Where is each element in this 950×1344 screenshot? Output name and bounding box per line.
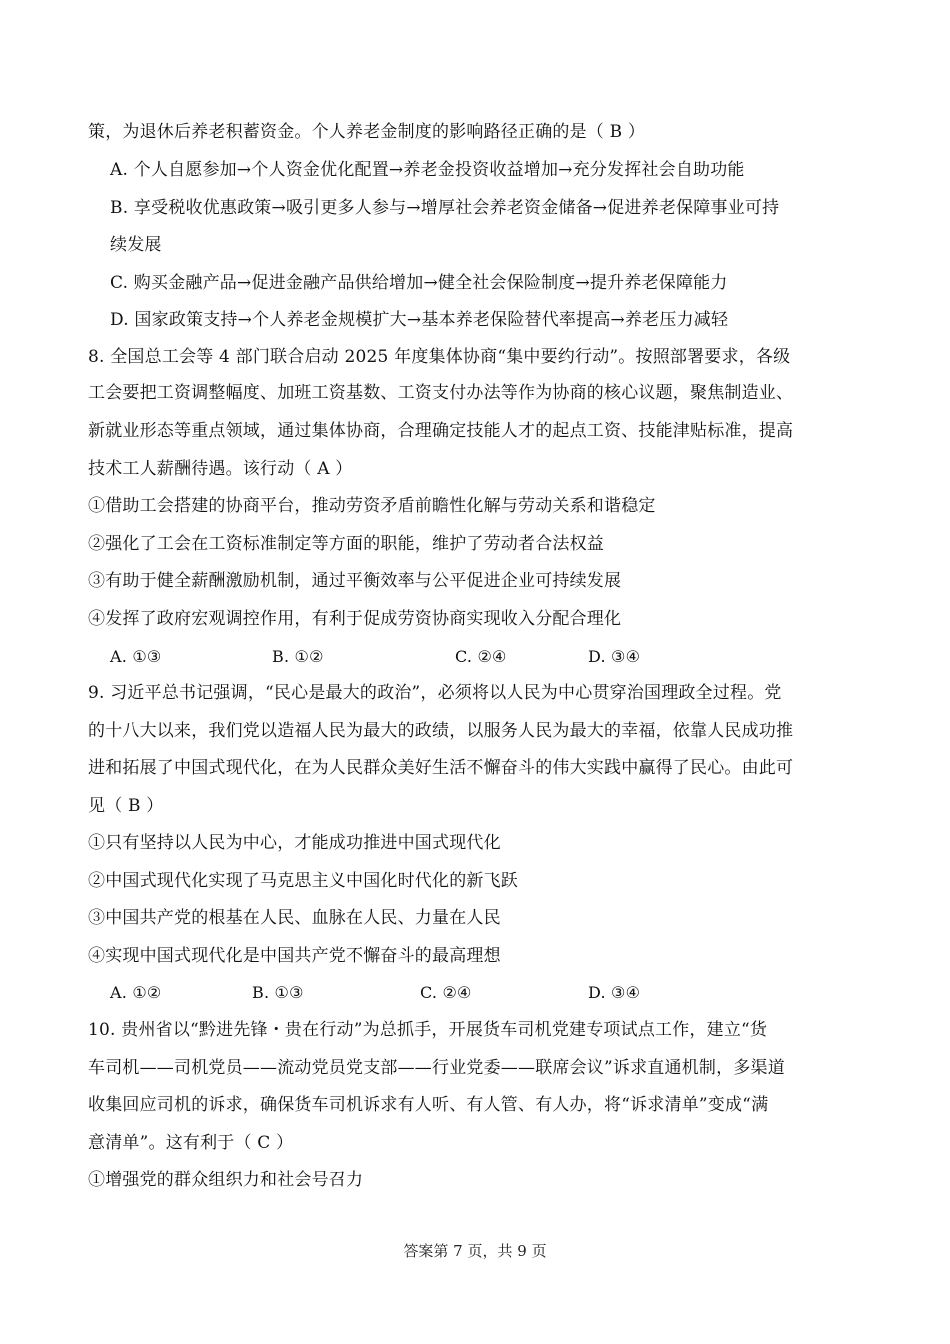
q8-choice-c: C. ②④ <box>455 647 507 666</box>
q8-stem-line3: 新就业形态等重点领域，通过集体协商，合理确定技能人才的起点工资、技能津贴标准，提高 <box>88 421 794 441</box>
q9-item-1: ①只有坚持以人民为中心，才能成功推进中国式现代化 <box>88 833 501 853</box>
page-number-footer: 答案第 7 页，共 9 页 <box>403 1242 547 1260</box>
q8-item-4: ④发挥了政府宏观调控作用，有利于促成劳资协商实现收入分配合理化 <box>88 609 622 629</box>
q10-stem-line2: 车司机——司机党员——流动党员党支部——行业党委——联席会议”诉求直通机制，多渠道 <box>88 1058 785 1078</box>
q8-choice-b: B. ①② <box>272 647 324 666</box>
q9-choice-c: C. ②④ <box>420 983 472 1002</box>
q10-item-1: ①增强党的群众组织力和社会号召力 <box>88 1170 364 1190</box>
q7-option-b-line1: B. 享受税收优惠政策→吸引更多人参与→增厚社会养老资金储备→促进养老保障事业可持 <box>110 198 780 218</box>
q7-option-c: C. 购买金融产品→促进金融产品供给增加→健全社会保险制度→提升养老保障能力 <box>110 273 728 293</box>
q8-item-2: ②强化了工会在工资标准制定等方面的职能，维护了劳动者合法权益 <box>88 534 604 554</box>
q9-choice-d: D. ③④ <box>588 983 641 1002</box>
q10-stem-line4: 意清单”。这有利于（ C ） <box>88 1133 294 1153</box>
q7-option-a: A. 个人自愿参加→个人资金优化配置→养老金投资收益增加→充分发挥社会自助功能 <box>110 160 745 180</box>
q9-stem-line2: 的十八大以来，我们党以造福人民为最大的政绩，以服务人民为最大的幸福，依靠人民成功推 <box>88 721 794 741</box>
q9-stem-line3: 进和拓展了中国式现代化，在为人民群众美好生活不懈奋斗的伟大实践中赢得了民心。由此可 <box>88 758 794 778</box>
q10-stem-line1: 10. 贵州省以“黔进先锋・贵在行动”为总抓手，开展货车司机党建专项试点工作，建立“货 <box>88 1020 768 1040</box>
q9-stem-line4: 见（ B ） <box>88 796 164 816</box>
q9-item-4: ④实现中国式现代化是中国共产党不懈奋斗的最高理想 <box>88 946 501 966</box>
q7-option-d: D. 国家政策支持→个人养老金规模扩大→基本养老保险替代率提高→养老压力减轻 <box>110 310 729 330</box>
q8-stem-line4: 技术工人薪酬待遇。该行动（ A ） <box>88 459 353 479</box>
q10-stem-line3: 收集回应司机的诉求，确保货车司机诉求有人听、有人管、有人办，将“诉求清单”变成“满 <box>88 1095 769 1115</box>
q9-choice-b: B. ①③ <box>252 983 304 1002</box>
q9-item-2: ②中国式现代化实现了马克思主义中国化时代化的新飞跃 <box>88 871 518 891</box>
q9-choice-a: A. ①② <box>110 983 162 1002</box>
q9-stem-line1: 9. 习近平总书记强调，“民心是最大的政治”，必须将以人民为中心贯穿治国理政全过程。党 <box>88 683 782 703</box>
q7-stem-tail: 策，为退休后养老积蓄资金。个人养老金制度的影响路径正确的是（ B ） <box>88 122 646 142</box>
q8-choices-row <box>0 645 950 669</box>
q8-stem-line2: 工会要把工资调整幅度、加班工资基数、工资支付办法等作为协商的核心议题，聚焦制造业、 <box>88 383 794 403</box>
q8-stem-line1: 8. 全国总工会等 4 部门联合启动 2025 年度集体协商“集中要约行动”。按照部署要求，各级 <box>88 347 791 367</box>
q8-item-1: ①借助工会搭建的协商平台，推动劳资矛盾前瞻性化解与劳动关系和谐稳定 <box>88 496 656 516</box>
q8-choice-a: A. ①③ <box>110 647 162 666</box>
q8-item-3: ③有助于健全薪酬激励机制，通过平衡效率与公平促进企业可持续发展 <box>88 571 622 591</box>
q9-item-3: ③中国共产党的根基在人民、血脉在人民、力量在人民 <box>88 908 501 928</box>
q7-option-b-line2: 续发展 <box>110 235 162 255</box>
q9-choices-row <box>0 981 950 1005</box>
q8-choice-d: D. ③④ <box>588 647 641 666</box>
